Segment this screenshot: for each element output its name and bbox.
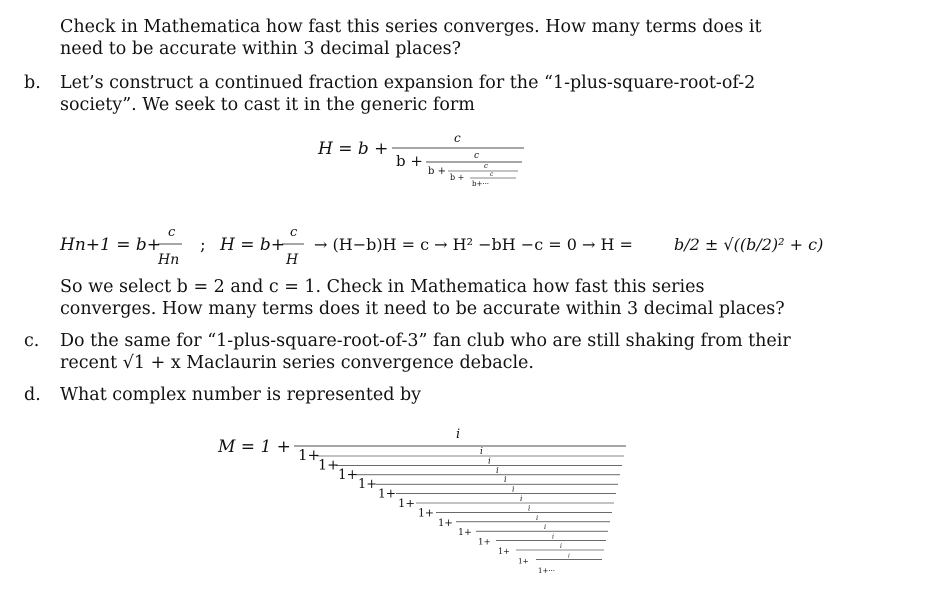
m-numerator-8: i: [528, 503, 531, 513]
item-b-text: Let’s construct a continued fraction expansion for the “1-plus-square-root-of-2 society”. We seek to cast it in the generic form: [60, 73, 756, 115]
m-nested-stack: [298, 446, 624, 575]
fixed-point-lhs: H = b+: [220, 235, 286, 255]
item-d-text: What complex number is represented by: [60, 385, 422, 405]
m-numerator-9: i: [536, 513, 539, 522]
m-numerator-6: i: [512, 484, 515, 494]
m-numerator-12: i: [560, 543, 562, 550]
item-b-marker: b.: [24, 73, 41, 93]
select-paragraph: So we select b = 2 and c = 1. Check in Mathematica how fast this series converges. How many terms does it need to be accurate within 3 decimal places?: [60, 277, 785, 319]
h-level-4: b+···: [472, 180, 490, 188]
h-numerator: c: [454, 131, 461, 145]
m-level-6: 1+: [398, 496, 415, 510]
continued-fraction-h: [318, 128, 538, 196]
m-level-12: 1+: [518, 556, 529, 566]
h-level-1: b +: [396, 152, 423, 170]
m-numerator-10: i: [544, 523, 547, 532]
continued-fraction-m: [218, 424, 638, 596]
item-c-marker: c.: [24, 331, 40, 351]
m-lhs: M = 1 +: [218, 437, 291, 457]
derivation-chain: → (H−b)H = c → H² −bH −c = 0 → H =: [314, 235, 633, 254]
m-numerator-4: i: [496, 464, 499, 475]
m-numerator-3: i: [488, 456, 491, 467]
h-num-3: c: [484, 162, 488, 170]
m-numerator-2: i: [480, 447, 483, 457]
m-level-9: 1+: [458, 527, 472, 539]
quadratic-solution: b/2 ± √((b/2)² + c): [674, 235, 824, 254]
h-num-4: c: [490, 171, 494, 178]
separator: ;: [200, 235, 206, 255]
m-level-1: 1+: [298, 446, 321, 464]
item-d-marker: d.: [24, 385, 41, 405]
m-numerator-11: i: [552, 533, 555, 541]
h-level-2: b +: [428, 166, 446, 177]
item-c-text: Do the same for “1-plus-square-root-of-3” fan club who are still shaking from their recent √1 + x Maclaurin series convergence debacle.: [60, 331, 791, 373]
m-level-3: 1+: [338, 466, 359, 483]
recursion-equation: [60, 214, 824, 270]
m-level-10: 1+: [478, 537, 491, 548]
h-level-3: b +: [450, 173, 465, 182]
m-numerator-7: i: [520, 494, 523, 503]
m-level-4: 1+: [358, 477, 378, 493]
fixed-point-numerator: c: [290, 225, 298, 240]
intro-paragraph: Check in Mathematica how fast this series converges. How many terms does it need to be accurate within 3 decimal places?: [60, 17, 762, 59]
recursion-lhs: Hn+1 = b+: [60, 235, 162, 255]
h-lhs: H = b +: [318, 139, 389, 159]
recursion-denominator: Hn: [158, 252, 180, 268]
m-numerator-13: i: [568, 553, 570, 560]
m-level-2: 1+: [318, 457, 340, 474]
recursion-numerator: c: [168, 225, 176, 240]
h-num-2: c: [474, 151, 480, 161]
m-numerator-5: i: [504, 474, 507, 485]
m-numerator: i: [456, 427, 461, 442]
m-level-8: 1+: [438, 517, 453, 529]
m-level-11: 1+: [498, 547, 510, 556]
m-level-13: 1+···: [538, 566, 555, 575]
fixed-point-denominator: H: [286, 252, 299, 268]
m-level-7: 1+: [418, 506, 434, 520]
m-level-5: 1+: [378, 486, 396, 501]
